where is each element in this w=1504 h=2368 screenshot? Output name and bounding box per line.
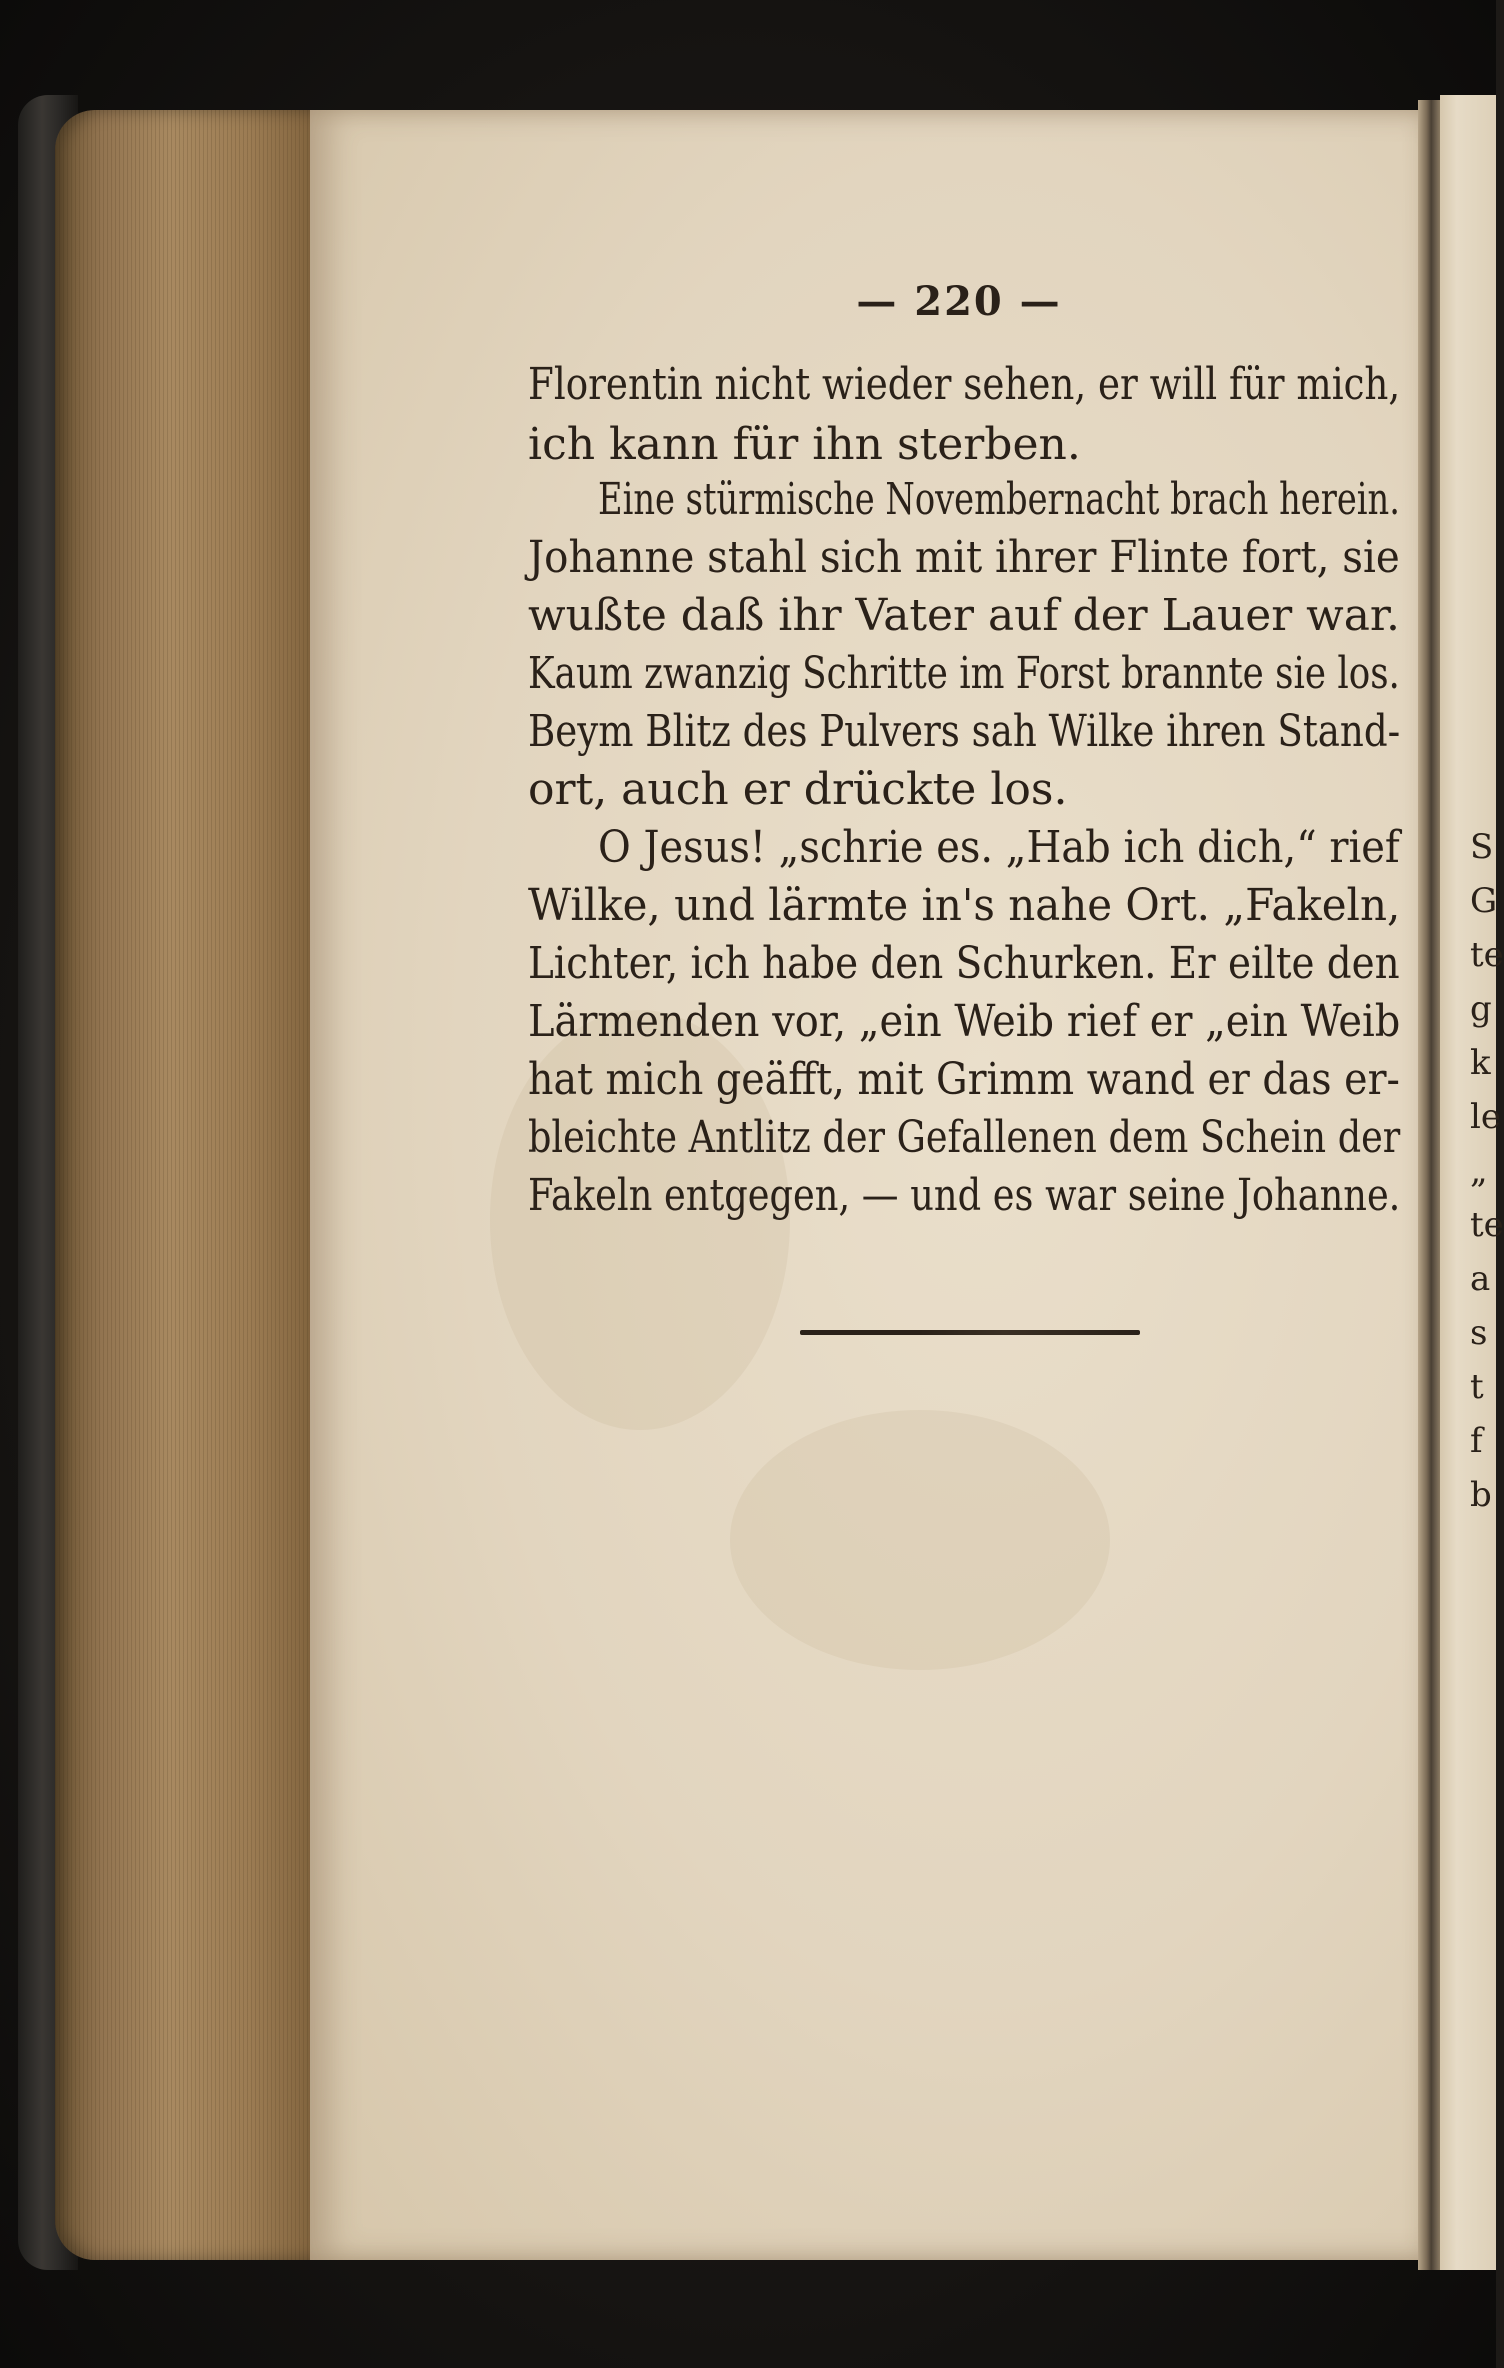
fragment: g — [1470, 989, 1492, 1029]
paper-stain — [730, 1410, 1110, 1670]
next-page-text-fragments — [1470, 820, 1504, 1522]
fragment: f — [1470, 1421, 1483, 1461]
fragment: „ — [1470, 1151, 1488, 1191]
text-line: Eine stürmische Novembernacht brach herein. — [598, 474, 1400, 525]
text-line: O Jesus! „schrie es. „Hab ich dich,“ rief — [598, 822, 1400, 873]
fragment: s — [1470, 1313, 1488, 1353]
fragment: te — [1470, 935, 1504, 975]
text-line: bleichte Antlitz der Gefallenen dem Schein der — [528, 1112, 1401, 1163]
fragment: k — [1470, 1043, 1491, 1083]
fragment: t — [1470, 1367, 1484, 1407]
text-line: Lichter, ich habe den Schurken. Er eilte den — [528, 938, 1400, 989]
text-line: wußte daß ihr Vater auf der Lauer war. — [528, 590, 1401, 641]
text-line: Johanne stahl sich mit ihrer Flinte fort, sie — [528, 532, 1400, 583]
text-line: Kaum zwanzig Schritte im Forst brannte sie los. — [528, 648, 1400, 699]
text-line: ich kann für ihn sterben. — [528, 419, 1081, 470]
text-line: ort, auch er drückte los. — [528, 764, 1068, 815]
fragment: G — [1470, 881, 1498, 921]
text-line: Beym Blitz des Pulvers sah Wilke ihren Stand- — [528, 706, 1401, 757]
fragment: S — [1470, 827, 1494, 867]
section-end-rule — [800, 1330, 1140, 1335]
fragment: b — [1470, 1475, 1492, 1515]
page-edges — [55, 110, 313, 2260]
text-line: Florentin nicht wieder sehen, er will für mich, — [528, 359, 1401, 410]
text-line: hat mich geäfft, mit Grimm wand er das er- — [528, 1054, 1400, 1105]
page-number: — 220 — — [856, 278, 1062, 325]
fragment: le — [1470, 1097, 1501, 1137]
text-line: Wilke, und lärmte in's nahe Ort. „Fakeln, — [528, 880, 1401, 931]
text-line: Lärmenden vor, „ein Weib rief er „ein Weib — [528, 996, 1401, 1047]
text-line: Fakeln entgegen, — und es war seine Johanne. — [528, 1170, 1401, 1221]
fragment: te — [1470, 1205, 1504, 1245]
fragment: a — [1470, 1259, 1491, 1299]
book-gutter — [1418, 100, 1440, 2270]
